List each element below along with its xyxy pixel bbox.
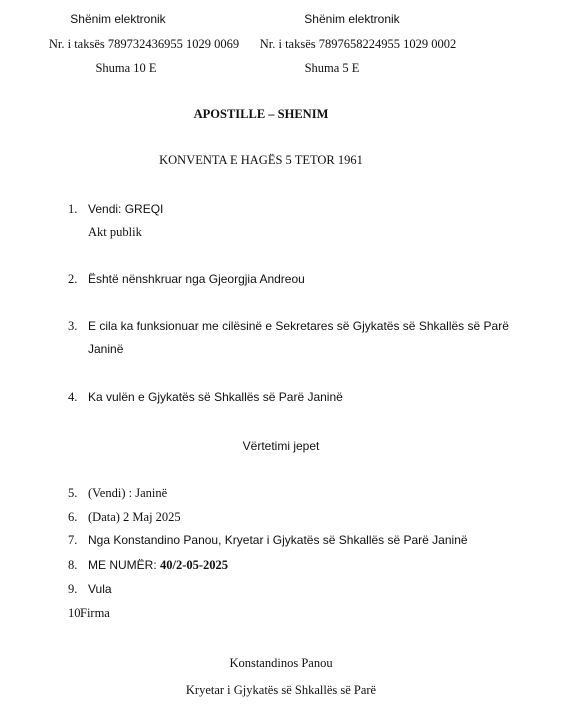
- item-number: 1.: [68, 202, 78, 216]
- item-number: 2.: [68, 272, 78, 286]
- fee-left-tax-number: Nr. i taksës 789732436955 1029 0069: [48, 37, 240, 51]
- convention-title: KONVENTA E HAGËS 5 TETOR 1961: [159, 153, 363, 167]
- fee-left-amount: Shuma 10 E: [95, 61, 157, 75]
- item-number: 4.: [68, 390, 78, 404]
- item-number: 9.: [68, 582, 78, 596]
- item-number: 5.: [68, 486, 78, 500]
- item-number: 6.: [68, 510, 78, 524]
- fee-right-amount: Shuma 5 E: [304, 61, 360, 75]
- item-text: Vula: [88, 582, 112, 596]
- item-text: Firma: [80, 606, 110, 620]
- item-text: Është nënshkruar nga Gjeorgjia Andreou: [88, 272, 305, 286]
- item-text: Ka vulën e Gjykatës së Shkallës së Parë Janinë: [88, 390, 343, 404]
- certification-statement: Vërtetimi jepet: [242, 439, 320, 453]
- item-text: Vendi: GREQI: [88, 202, 164, 216]
- item-number: 10.: [68, 606, 84, 620]
- fee-right-tax-number: Nr. i taksës 7897658224955 1029 0002: [259, 37, 457, 51]
- fee-right-title: Shënim elektronik: [304, 12, 400, 26]
- document-heading: APOSTILLE – SHENIM: [193, 107, 329, 121]
- item-number: 3.: [68, 319, 78, 333]
- item-number: 7.: [68, 533, 78, 547]
- item-text: (Data) 2 Maj 2025: [88, 510, 181, 524]
- signer-name: Konstandinos Panou: [229, 656, 333, 670]
- item-text-continued: Janinë: [88, 342, 124, 356]
- item-text: (Vendi) : Janinë: [88, 486, 168, 500]
- item-number: 8.: [68, 558, 78, 572]
- fee-left-title: Shënim elektronik: [70, 12, 166, 26]
- item-text: E cila ka funksionuar me cilësinë e Sekretares së Gjykatës së Shkallës së Parë: [88, 319, 509, 333]
- item-text: Nga Konstandino Panou, Kryetar i Gjykatës së Shkallës së Parë Janinë: [88, 533, 468, 547]
- signer-title: Kryetar i Gjykatës së Shkallës së Parë: [185, 683, 377, 697]
- item-text-continued: Akt publik: [88, 225, 142, 239]
- registration-number-value: 40/2-05-2025: [160, 558, 229, 572]
- registration-number-label: ME NUMËR:: [88, 558, 160, 572]
